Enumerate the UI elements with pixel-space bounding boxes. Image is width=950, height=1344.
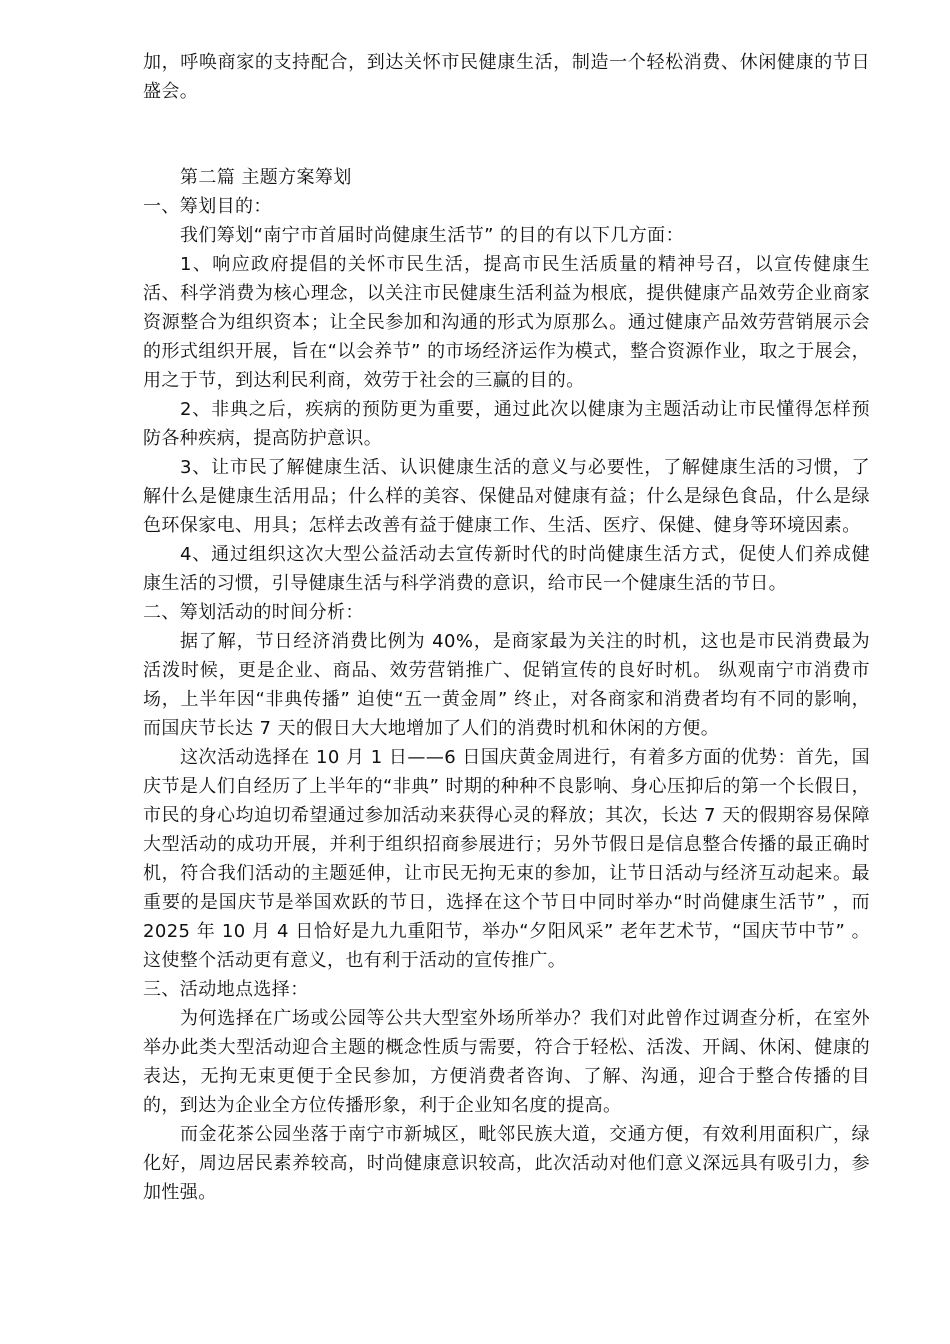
purpose-item: 1、响应政府提倡的关怀市民生活，提高市民生活质量的精神号召，以宣传健康生活、科学消费为核心理念，以关注市民健康生活利益为根底，提供健康产品效劳企业商家资源整合为组织资本；让全民参加和沟通的形式为原那么。通过健康产品效劳营销展示会的形式组织开展，旨在“以会养节” 的市场经济运作为模式，整合资源作业，取之于展会，用之于节，到达利民利商，效劳于社会的三赢的目的。 xyxy=(143,254,870,391)
purpose-lead: 我们筹划“南宁市首届时尚健康生活节” 的目的有以下几方面： xyxy=(180,225,684,246)
venue-paragraph: 为何选择在广场或公园等公共大型室外场所举办？我们对此曾作过调查分析，在室外举办此类大型活动迎合主题的概念性质与需要，符合于轻松、活泼、开阔、休闲、健康的表达，无拘无束更便于全民参加，方便消费者咨询、了解、沟通，迎合于整合传播的目的，到达为企业全方位传播形象，利于企业知名度的提高。 xyxy=(143,1008,870,1116)
purpose-item: 2、非典之后，疾病的预防更为重要，通过此次以健康为主题活动让市民懂得怎样预防各种疾病，提高防护意识。 xyxy=(143,399,870,449)
section-gap xyxy=(143,106,870,163)
venue-heading: 三、活动地点选择： xyxy=(143,979,309,1000)
intro-tail-paragraph: 加，呼唤商家的支持配合，到达关怀市民健康生活，制造一个轻松消费、休闲健康的节日盛会。 xyxy=(143,52,870,102)
purpose-heading: 一、筹划目的： xyxy=(143,196,272,217)
venue-paragraph: 而金花茶公园坐落于南宁市新城区，毗邻民族大道，交通方便，有效利用面积广，绿化好，周边居民素养较高，时尚健康意识较高，此次活动对他们意义深远具有吸引力，参加性强。 xyxy=(143,1124,870,1203)
timing-paragraph: 这次活动选择在 10 月 1 日——6 日国庆黄金周进行，有着多方面的优势：首先，国庆节是人们自经历了上半年的“非典” 时期的种种不良影响、身心压抑后的第一个长假日，市民的身心均迫切希望通过参加活动来获得心灵的释放；其次，长达 7 天的假期容易保障大型活动的成功开展，并利于组织招商参展进行；另外节假日是信息整合传播的最正确时机，符合我们活动的主题延伸，让市民无拘无束的参加，让节日活动与经济互动起来。最重要的是国庆节是举国欢跃的节日，选择在这个节日中同时举办“时尚健康生活节” ，而 2025 年 10 月 4 日恰好是九九重阳节，举办“夕阳风采” 老年艺术节，“国庆节中节” 。这使整个活动更有意义，也有利于活动的宣传推广。 xyxy=(143,747,870,971)
purpose-item: 4、通过组织这次大型公益活动去宣传新时代的时尚健康生活方式，促使人们养成健康生活的习惯，引导健康生活与科学消费的意识，给市民一个健康生活的节日。 xyxy=(143,544,870,594)
purpose-item: 3、让市民了解健康生活、认识健康生活的意义与必要性，了解健康生活的习惯，了解什么是健康生活用品；什么样的美容、保健品对健康有益；什么是绿色食品，什么是绿色环保家电、用具；怎样去改善有益于健康工作、生活、医疗、保健、健身等环境因素。 xyxy=(143,457,870,536)
timing-paragraph: 据了解，节日经济消费比例为 40%，是商家最为关注的时机，这也是市民消费最为活泼时候，更是企业、商品、效劳营销推广、促销宣传的良好时机。 纵观南宁市消费市场，上半年因“非典传播” 迫使“五一黄金周” 终止，对各商家和消费者均有不同的影响，而国庆节长达 7 天的假日大大地增加了人们的消费时机和休闲的方便。 xyxy=(143,631,870,739)
timing-heading: 二、筹划活动的时间分析： xyxy=(143,602,364,623)
chapter-title: 第二篇 主题方案筹划 xyxy=(180,167,352,188)
